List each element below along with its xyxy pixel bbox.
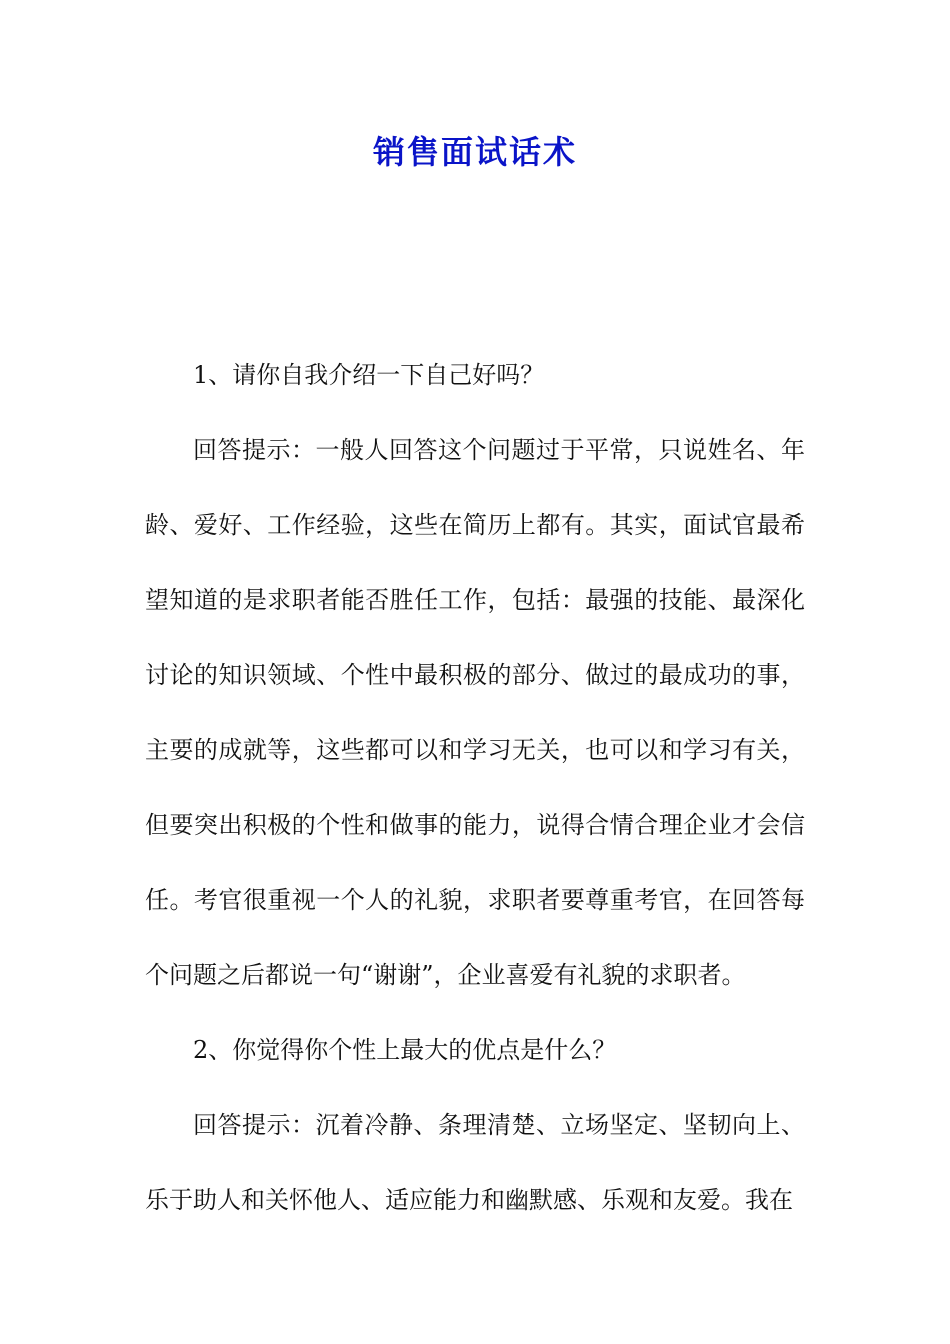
document-title: 销售面试话术 (372, 133, 577, 171)
answer-1: 回答提示：一般人回答这个问题过于平常，只说姓名、年龄、爱好、工作经验，这些在简历上都有。其实，面试官最希望知道的是求职者能否胜任工作，包括：最强的技能、最深化讨论的知识领域、个性中最积极的部分、做过的最成功的事，主要的成就等，这些都可以和学习无关，也可以和学习有关，但要突出积极的个性和做事的能力，说得合情合理企业才会信任。考官很重视一个人的礼貌，求职者要尊重考官，在回答每个问题之后都说一句“谢谢”，企业喜爱有礼貌的求职者。 (145, 436, 805, 989)
question-2: 2、你觉得你个性上最大的优点是什么？ (193, 1036, 617, 1064)
document-body (145, 338, 805, 1238)
question-1: 1、请你自我介绍一下自己好吗？ (193, 361, 545, 389)
answer-2: 回答提示：沉着冷静、条理清楚、立场坚定、坚韧向上、乐于助人和关怀他人、适应能力和幽默感、乐观和友爱。我在 (145, 1111, 805, 1214)
